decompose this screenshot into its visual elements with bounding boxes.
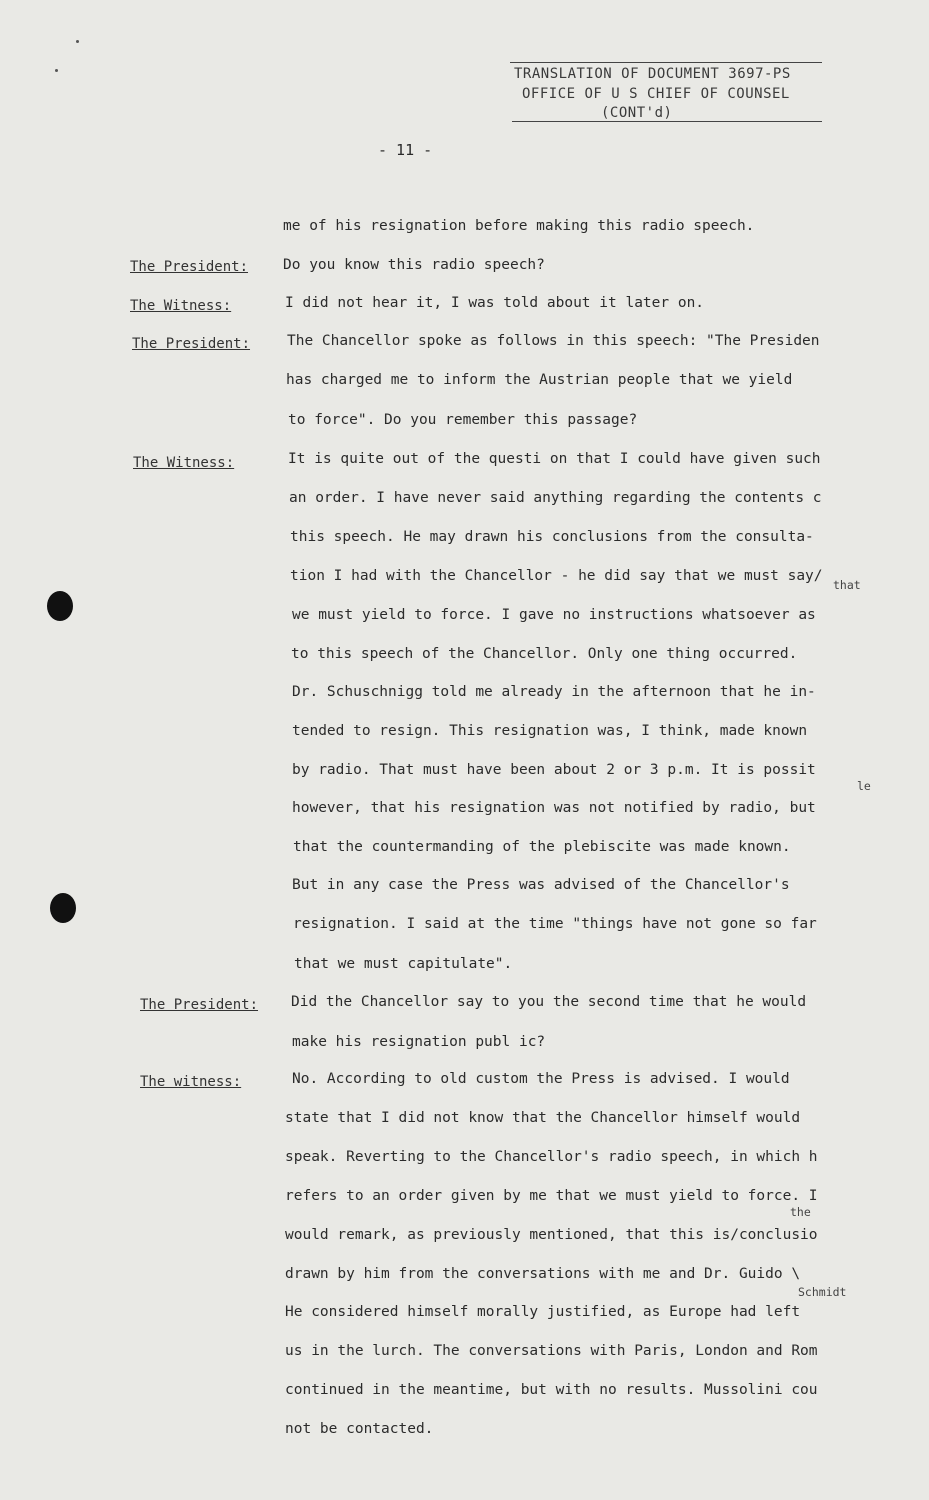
text-line: refers to an order given by me that we must yield to force. I [285,1188,818,1204]
interlinear-note: that [833,578,861,592]
speaker-label: The President: [132,336,251,352]
office-header: OFFICE OF U S CHIEF OF COUNSEL [522,86,790,102]
continued-header: (CONT'd) [601,105,673,121]
speaker-label: The President: [130,259,249,275]
text-line: make his resignation publ ic? [292,1034,546,1050]
text-line: It is quite out of the questi on that I could have given such [288,451,821,467]
text-line: The Chancellor spoke as follows in this speech: "The Presiden [287,333,820,349]
text-line: Do you know this radio speech? [283,257,545,273]
text-line: No. According to old custom the Press is advised. I would [292,1071,790,1087]
text-line: me of his resignation before making this radio speech. [283,218,755,234]
text-line: resignation. I said at the time "things have not gone so far [293,916,817,932]
text-line: would remark, as previously mentioned, that this is/conclusio [285,1227,818,1243]
text-line: tended to resign. This resignation was, I think, made known [292,723,808,739]
speaker-label: The President: [140,997,259,1013]
text-line: that we must capitulate". [294,956,513,972]
text-line: Dr. Schuschnigg told me already in the afternoon that he in- [292,684,816,700]
text-line: this speech. He may drawn his conclusions from the consulta- [290,529,814,545]
speaker-label: The witness: [140,1074,242,1090]
text-line: that the countermanding of the plebiscite was made known. [293,839,791,855]
translation-header: TRANSLATION OF DOCUMENT 3697-PS [514,66,791,82]
text-line: we must yield to force. I gave no instructions whatsoever as [292,607,816,623]
text-line: But in any case the Press was advised of the Chancellor's [292,877,790,893]
text-line: however, that his resignation was not notified by radio, but [292,800,816,816]
text-line: drawn by him from the conversations with me and Dr. Guido \ [285,1266,801,1282]
text-line: not be contacted. [285,1421,434,1437]
text-line: state that I did not know that the Chancellor himself would [285,1110,801,1126]
text-line: continued in the meantime, but with no results. Mussolini cou [285,1382,818,1398]
text-line: has charged me to inform the Austrian people that we yield [286,372,793,388]
text-line: an order. I have never said anything regarding the contents c [289,490,822,506]
interlinear-note: le [857,779,871,793]
interlinear-note: Schmidt [798,1285,847,1299]
speaker-label: The Witness: [130,298,232,314]
text-line: to force". Do you remember this passage? [288,412,638,428]
page-mark [76,40,79,43]
text-line: He considered himself morally justified, as Europe had left [285,1304,801,1320]
punch-hole [50,893,76,923]
text-line: by radio. That must have been about 2 or 3 p.m. It is possit [292,762,816,778]
text-line: Did the Chancellor say to you the second time that he would [291,994,807,1010]
interlinear-note: the [790,1205,811,1219]
text-line: I did not hear it, I was told about it later on. [285,295,705,311]
text-line: us in the lurch. The conversations with Paris, London and Rom [285,1343,818,1359]
punch-hole [47,591,73,621]
page-mark [55,69,58,72]
header-top-rule [510,62,822,63]
text-line: to this speech of the Chancellor. Only one thing occurred. [291,646,798,662]
header-bottom-rule [512,121,822,122]
text-line: tion I had with the Chancellor - he did say that we must say/ [290,568,823,584]
page-number: - 11 - [378,141,433,159]
speaker-label: The Witness: [133,455,235,471]
text-line: speak. Reverting to the Chancellor's radio speech, in which h [285,1149,818,1165]
